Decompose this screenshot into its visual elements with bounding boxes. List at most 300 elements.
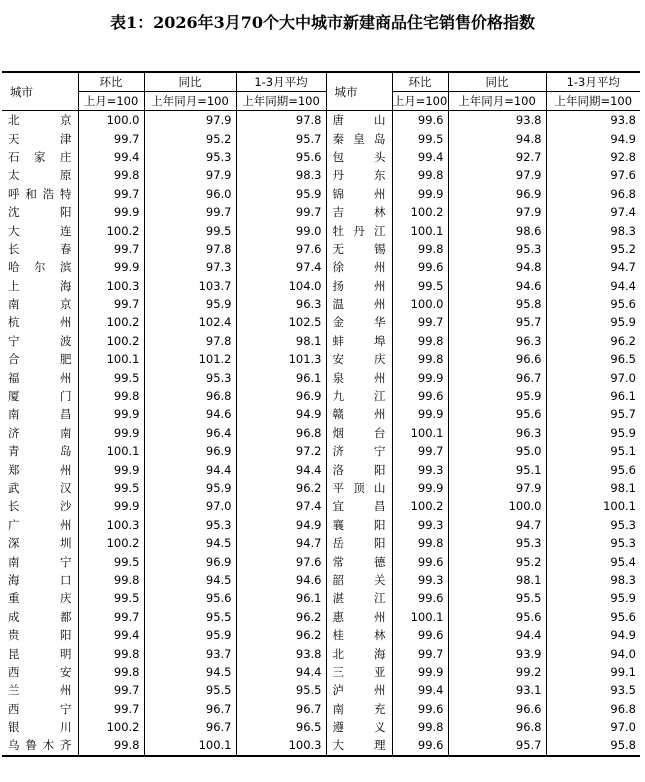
cell-yoy-left: 97.3 xyxy=(144,258,236,276)
table-row xyxy=(2,700,640,718)
cell-city-left: 银 川 xyxy=(8,720,72,735)
cell-yoy-left: 93.7 xyxy=(144,644,236,662)
cell-mom-left: 100.1 xyxy=(78,350,144,368)
cell-yoy-right: 95.9 xyxy=(448,387,546,405)
cell-avg-right: 95.2 xyxy=(546,240,640,258)
cell-mom-left: 99.8 xyxy=(78,387,144,405)
cell-mom-left: 99.8 xyxy=(78,644,144,662)
cell-avg-right: 97.0 xyxy=(546,368,640,386)
cell-mom-right: 100.1 xyxy=(392,221,448,239)
cell-yoy-left: 95.9 xyxy=(144,626,236,644)
cell-yoy-left: 95.6 xyxy=(144,589,236,607)
cell-avg-left: 95.6 xyxy=(236,148,326,166)
cell-mom-right: 99.3 xyxy=(392,460,448,478)
table-row xyxy=(2,663,640,681)
header-city-left: 城市 xyxy=(2,72,78,111)
cell-mom-left: 100.3 xyxy=(78,516,144,534)
cell-yoy-left: 102.4 xyxy=(144,313,236,331)
cell-mom-left: 99.7 xyxy=(78,185,144,203)
cell-avg-left: 94.9 xyxy=(236,405,326,423)
cell-yoy-right: 97.9 xyxy=(448,203,546,221)
cell-mom-right: 99.7 xyxy=(392,313,448,331)
cell-yoy-left: 95.9 xyxy=(144,479,236,497)
cell-avg-left: 97.6 xyxy=(236,552,326,570)
cell-mom-right: 99.6 xyxy=(392,736,448,755)
table-row xyxy=(2,552,640,570)
cell-city-left: 西 宁 xyxy=(8,701,72,716)
header-avg-base-right: 上年同期=100 xyxy=(546,92,640,111)
cell-avg-left: 95.9 xyxy=(236,185,326,203)
table-row xyxy=(2,221,640,239)
table-row xyxy=(2,442,640,460)
cell-yoy-right: 97.9 xyxy=(448,479,546,497)
cell-avg-right: 94.0 xyxy=(546,644,640,662)
cell-yoy-left: 99.5 xyxy=(144,221,236,239)
cell-city-right: 宜 昌 xyxy=(326,497,392,515)
cell-avg-left: 96.1 xyxy=(236,589,326,607)
cell-avg-right: 94.4 xyxy=(546,277,640,295)
cell-city-left: 上 海 xyxy=(8,278,72,293)
cell-yoy-right: 93.9 xyxy=(448,644,546,662)
cell-mom-right: 100.1 xyxy=(392,608,448,626)
cell-mom-left: 99.7 xyxy=(78,700,144,718)
cell-yoy-right: 100.0 xyxy=(448,497,546,515)
cell-city-right: 泉 州 xyxy=(326,368,392,386)
table-row xyxy=(2,479,640,497)
cell-mom-right: 99.6 xyxy=(392,258,448,276)
cell-city-left: 重 庆 xyxy=(8,591,72,606)
cell-yoy-left: 101.2 xyxy=(144,350,236,368)
cell-mom-right: 100.2 xyxy=(392,203,448,221)
cell-city-left: 南 京 xyxy=(8,297,72,312)
cell-avg-left: 102.5 xyxy=(236,313,326,331)
cell-mom-left: 99.8 xyxy=(78,736,144,755)
cell-yoy-right: 96.3 xyxy=(448,332,546,350)
cell-mom-left: 99.9 xyxy=(78,258,144,276)
cell-city-right: 蚌 埠 xyxy=(326,332,392,350)
table-row xyxy=(2,277,640,295)
cell-avg-right: 95.6 xyxy=(546,460,640,478)
cell-mom-left: 99.9 xyxy=(78,497,144,515)
cell-avg-right: 95.9 xyxy=(546,313,640,331)
cell-mom-left: 99.9 xyxy=(78,460,144,478)
cell-avg-left: 93.8 xyxy=(236,644,326,662)
cell-avg-right: 93.8 xyxy=(546,111,640,130)
cell-avg-left: 96.2 xyxy=(236,479,326,497)
cell-mom-left: 100.2 xyxy=(78,718,144,736)
cell-avg-left: 96.9 xyxy=(236,387,326,405)
cell-yoy-left: 95.2 xyxy=(144,129,236,147)
table-row xyxy=(2,626,640,644)
cell-city-right: 金 华 xyxy=(326,313,392,331)
cell-avg-right: 98.1 xyxy=(546,479,640,497)
cell-avg-left: 99.0 xyxy=(236,221,326,239)
cell-yoy-right: 95.1 xyxy=(448,460,546,478)
cell-city-left: 成 都 xyxy=(8,609,72,624)
cell-mom-right: 99.7 xyxy=(392,644,448,662)
table-row xyxy=(2,681,640,699)
cell-city-left: 广 州 xyxy=(8,517,72,532)
cell-yoy-right: 92.7 xyxy=(448,148,546,166)
cell-mom-right: 99.9 xyxy=(392,663,448,681)
cell-yoy-right: 96.8 xyxy=(448,718,546,736)
cell-city-left: 厦 门 xyxy=(8,389,72,404)
cell-yoy-right: 95.3 xyxy=(448,240,546,258)
cell-mom-left: 99.7 xyxy=(78,240,144,258)
cell-city-right: 九 江 xyxy=(326,387,392,405)
header-yoy-base-left: 上年同月=100 xyxy=(144,92,236,111)
cell-mom-left: 99.8 xyxy=(78,571,144,589)
cell-mom-right: 100.0 xyxy=(392,295,448,313)
cell-yoy-left: 96.8 xyxy=(144,387,236,405)
cell-mom-right: 99.8 xyxy=(392,240,448,258)
cell-mom-left: 99.8 xyxy=(78,663,144,681)
cell-avg-right: 95.9 xyxy=(546,424,640,442)
cell-city-right: 三 亚 xyxy=(326,663,392,681)
cell-mom-right: 100.2 xyxy=(392,497,448,515)
table-row xyxy=(2,350,640,368)
cell-avg-left: 97.6 xyxy=(236,240,326,258)
cell-city-left: 长 沙 xyxy=(8,499,72,514)
cell-mom-left: 99.9 xyxy=(78,203,144,221)
cell-yoy-left: 95.5 xyxy=(144,608,236,626)
cell-mom-left: 99.9 xyxy=(78,405,144,423)
cell-avg-right: 95.4 xyxy=(546,552,640,570)
cell-yoy-right: 95.0 xyxy=(448,442,546,460)
cell-yoy-left: 96.7 xyxy=(144,718,236,736)
cell-avg-right: 95.6 xyxy=(546,295,640,313)
cell-avg-right: 94.9 xyxy=(546,129,640,147)
cell-avg-right: 98.3 xyxy=(546,221,640,239)
table-row xyxy=(2,405,640,423)
cell-avg-left: 96.8 xyxy=(236,424,326,442)
cell-avg-right: 97.6 xyxy=(546,166,640,184)
cell-mom-right: 99.7 xyxy=(392,442,448,460)
cell-yoy-right: 95.6 xyxy=(448,405,546,423)
cell-yoy-right: 95.8 xyxy=(448,295,546,313)
cell-avg-right: 97.0 xyxy=(546,718,640,736)
cell-mom-right: 99.9 xyxy=(392,185,448,203)
cell-mom-right: 99.6 xyxy=(392,387,448,405)
cell-yoy-right: 97.9 xyxy=(448,166,546,184)
cell-mom-left: 99.7 xyxy=(78,608,144,626)
cell-city-left: 沈 阳 xyxy=(8,205,72,220)
cell-city-left: 呼和浩特 xyxy=(8,186,72,201)
cell-city-left: 长 春 xyxy=(8,241,72,256)
cell-city-left: 武 汉 xyxy=(8,481,72,495)
cell-yoy-left: 94.6 xyxy=(144,405,236,423)
cell-yoy-left: 96.9 xyxy=(144,552,236,570)
cell-mom-right: 99.9 xyxy=(392,405,448,423)
cell-yoy-left: 94.5 xyxy=(144,534,236,552)
cell-city-left: 海 口 xyxy=(8,572,72,587)
cell-avg-right: 96.8 xyxy=(546,185,640,203)
table-row xyxy=(2,258,640,276)
cell-city-right: 湛 江 xyxy=(326,589,392,607)
cell-mom-right: 99.3 xyxy=(392,571,448,589)
cell-city-right: 桂 林 xyxy=(326,626,392,644)
cell-city-right: 岳 阳 xyxy=(326,534,392,552)
table-row xyxy=(2,608,640,626)
cell-city-right: 泸 州 xyxy=(326,681,392,699)
cell-city-right: 徐 州 xyxy=(326,258,392,276)
cell-mom-left: 99.5 xyxy=(78,479,144,497)
cell-avg-left: 97.8 xyxy=(236,111,326,130)
table-body xyxy=(2,111,640,756)
cell-yoy-left: 97.9 xyxy=(144,111,236,130)
cell-yoy-left: 95.3 xyxy=(144,516,236,534)
cell-city-right: 烟 台 xyxy=(326,424,392,442)
cell-yoy-left: 94.5 xyxy=(144,663,236,681)
header-mom-base-left: 上月=100 xyxy=(78,92,144,111)
cell-avg-right: 96.1 xyxy=(546,387,640,405)
cell-yoy-right: 99.2 xyxy=(448,663,546,681)
cell-avg-right: 96.5 xyxy=(546,350,640,368)
cell-mom-right: 99.6 xyxy=(392,700,448,718)
cell-city-left: 宁 波 xyxy=(8,333,72,348)
cell-avg-left: 100.3 xyxy=(236,736,326,755)
cell-city-left: 大 连 xyxy=(8,223,72,238)
table-row xyxy=(2,736,640,755)
cell-avg-right: 97.4 xyxy=(546,203,640,221)
cell-city-right: 大 理 xyxy=(326,736,392,755)
cell-avg-right: 99.1 xyxy=(546,663,640,681)
cell-yoy-left: 94.5 xyxy=(144,571,236,589)
cell-city-right: 锦 州 xyxy=(326,185,392,203)
table-row xyxy=(2,718,640,736)
cell-mom-left: 100.2 xyxy=(78,332,144,350)
cell-avg-right: 96.8 xyxy=(546,700,640,718)
table-row xyxy=(2,571,640,589)
cell-avg-left: 101.3 xyxy=(236,350,326,368)
cell-mom-right: 99.4 xyxy=(392,681,448,699)
cell-avg-left: 95.5 xyxy=(236,681,326,699)
cell-avg-right: 95.3 xyxy=(546,534,640,552)
cell-mom-left: 99.7 xyxy=(78,295,144,313)
cell-mom-left: 99.5 xyxy=(78,589,144,607)
header-city-right: 城市 xyxy=(326,72,392,111)
table-row xyxy=(2,313,640,331)
cell-mom-right: 99.6 xyxy=(392,552,448,570)
cell-mom-right: 99.8 xyxy=(392,718,448,736)
cell-avg-left: 98.1 xyxy=(236,332,326,350)
cell-mom-left: 99.9 xyxy=(78,424,144,442)
cell-city-left: 福 州 xyxy=(8,370,72,385)
cell-yoy-right: 98.1 xyxy=(448,571,546,589)
cell-avg-right: 98.3 xyxy=(546,571,640,589)
table-row xyxy=(2,203,640,221)
cell-avg-left: 94.6 xyxy=(236,571,326,589)
cell-yoy-right: 93.1 xyxy=(448,681,546,699)
cell-avg-left: 96.5 xyxy=(236,718,326,736)
table-row xyxy=(2,387,640,405)
cell-avg-left: 94.4 xyxy=(236,460,326,478)
cell-city-right: 洛 阳 xyxy=(326,460,392,478)
cell-city-right: 丹 东 xyxy=(326,166,392,184)
cell-city-right: 北 海 xyxy=(326,644,392,662)
cell-mom-left: 99.5 xyxy=(78,368,144,386)
cell-mom-left: 100.0 xyxy=(78,111,144,130)
cell-avg-left: 97.4 xyxy=(236,497,326,515)
cell-avg-right: 95.3 xyxy=(546,516,640,534)
cell-mom-left: 99.4 xyxy=(78,148,144,166)
cell-avg-right: 92.8 xyxy=(546,148,640,166)
cell-yoy-left: 96.0 xyxy=(144,185,236,203)
cell-mom-left: 100.2 xyxy=(78,534,144,552)
cell-city-right: 遵 义 xyxy=(326,718,392,736)
cell-city-left: 北 京 xyxy=(8,113,72,128)
cell-yoy-left: 96.9 xyxy=(144,442,236,460)
cell-city-right: 安 庆 xyxy=(326,350,392,368)
cell-yoy-right: 95.7 xyxy=(448,736,546,755)
table-row xyxy=(2,589,640,607)
cell-avg-left: 94.7 xyxy=(236,534,326,552)
cell-mom-left: 99.7 xyxy=(78,129,144,147)
cell-city-left: 杭 州 xyxy=(8,315,72,330)
table-row xyxy=(2,240,640,258)
cell-avg-left: 94.4 xyxy=(236,663,326,681)
cell-city-left: 郑 州 xyxy=(8,462,72,477)
table-row xyxy=(2,166,640,184)
cell-mom-right: 99.6 xyxy=(392,589,448,607)
cell-mom-right: 99.8 xyxy=(392,332,448,350)
cell-mom-right: 99.5 xyxy=(392,129,448,147)
cell-yoy-right: 94.8 xyxy=(448,129,546,147)
cell-avg-left: 97.4 xyxy=(236,258,326,276)
cell-yoy-left: 95.5 xyxy=(144,681,236,699)
cell-yoy-right: 94.4 xyxy=(448,626,546,644)
cell-mom-right: 99.5 xyxy=(392,277,448,295)
table-row xyxy=(2,516,640,534)
cell-mom-right: 99.3 xyxy=(392,516,448,534)
table-row xyxy=(2,368,640,386)
cell-yoy-right: 95.3 xyxy=(448,534,546,552)
table-row xyxy=(2,332,640,350)
table-title: 表1：2026年3月70个大中城市新建商品住宅销售价格指数 xyxy=(109,13,536,32)
price-index-table xyxy=(2,71,640,757)
cell-avg-left: 94.9 xyxy=(236,516,326,534)
cell-yoy-left: 97.8 xyxy=(144,332,236,350)
header-avg-left: 1-3月平均 xyxy=(236,72,326,92)
cell-avg-left: 104.0 xyxy=(236,277,326,295)
header-mom-base-right: 上月=100 xyxy=(392,92,448,111)
table-row xyxy=(2,111,640,130)
cell-yoy-left: 100.1 xyxy=(144,736,236,755)
cell-city-left: 济 南 xyxy=(8,425,72,440)
cell-city-left: 石家庄 xyxy=(8,149,72,164)
cell-mom-left: 100.3 xyxy=(78,277,144,295)
cell-city-right: 赣 州 xyxy=(326,405,392,423)
cell-city-left: 青 岛 xyxy=(8,444,72,459)
cell-avg-right: 95.9 xyxy=(546,589,640,607)
cell-city-left: 昆 明 xyxy=(8,646,72,661)
cell-yoy-left: 96.4 xyxy=(144,424,236,442)
cell-yoy-right: 96.6 xyxy=(448,350,546,368)
table-row xyxy=(2,148,640,166)
cell-city-right: 牡丹江 xyxy=(326,221,392,239)
cell-city-right: 吉 林 xyxy=(326,203,392,221)
cell-city-left: 乌鲁木齐 xyxy=(2,736,78,755)
cell-yoy-right: 95.7 xyxy=(448,313,546,331)
cell-yoy-left: 99.7 xyxy=(144,203,236,221)
cell-avg-right: 94.7 xyxy=(546,258,640,276)
cell-mom-left: 99.7 xyxy=(78,681,144,699)
header-mom-left: 环比 xyxy=(78,72,144,92)
cell-mom-right: 99.6 xyxy=(392,111,448,130)
table-row xyxy=(2,497,640,515)
cell-city-right: 韶 关 xyxy=(326,571,392,589)
cell-avg-right: 95.6 xyxy=(546,608,640,626)
cell-avg-left: 95.7 xyxy=(236,129,326,147)
cell-yoy-left: 95.3 xyxy=(144,368,236,386)
cell-yoy-left: 94.4 xyxy=(144,460,236,478)
cell-yoy-right: 94.8 xyxy=(448,258,546,276)
cell-mom-left: 100.2 xyxy=(78,221,144,239)
cell-yoy-right: 96.6 xyxy=(448,700,546,718)
cell-yoy-left: 95.3 xyxy=(144,148,236,166)
cell-city-left: 合 肥 xyxy=(8,352,72,367)
table-row xyxy=(2,460,640,478)
table-row xyxy=(2,185,640,203)
cell-city-right: 惠 州 xyxy=(326,608,392,626)
cell-yoy-right: 93.8 xyxy=(448,111,546,130)
cell-mom-left: 99.4 xyxy=(78,626,144,644)
cell-yoy-left: 96.7 xyxy=(144,700,236,718)
cell-city-right: 扬 州 xyxy=(326,277,392,295)
cell-avg-left: 96.2 xyxy=(236,626,326,644)
cell-mom-left: 99.5 xyxy=(78,552,144,570)
cell-yoy-right: 96.7 xyxy=(448,368,546,386)
cell-yoy-left: 97.8 xyxy=(144,240,236,258)
cell-city-right: 济 宁 xyxy=(326,442,392,460)
header-mom-right: 环比 xyxy=(392,72,448,92)
cell-city-right: 温 州 xyxy=(326,295,392,313)
cell-mom-right: 100.1 xyxy=(392,424,448,442)
cell-city-right: 包 头 xyxy=(326,148,392,166)
header-yoy-right: 同比 xyxy=(448,72,546,92)
cell-avg-left: 96.7 xyxy=(236,700,326,718)
cell-mom-right: 99.8 xyxy=(392,166,448,184)
cell-city-left: 太 原 xyxy=(8,168,72,183)
cell-avg-right: 95.8 xyxy=(546,736,640,755)
cell-yoy-right: 95.5 xyxy=(448,589,546,607)
cell-mom-right: 99.8 xyxy=(392,350,448,368)
cell-avg-right: 93.5 xyxy=(546,681,640,699)
cell-yoy-left: 95.9 xyxy=(144,295,236,313)
table-row xyxy=(2,129,640,147)
cell-city-right: 南 充 xyxy=(326,700,392,718)
cell-avg-left: 96.3 xyxy=(236,295,326,313)
cell-city-right: 襄 阳 xyxy=(326,516,392,534)
cell-city-left: 天 津 xyxy=(8,131,72,146)
cell-yoy-left: 103.7 xyxy=(144,277,236,295)
cell-city-left: 深 圳 xyxy=(8,536,72,551)
header-yoy-base-right: 上年同月=100 xyxy=(448,92,546,111)
cell-city-left: 贵 阳 xyxy=(8,628,72,643)
cell-city-left: 西 安 xyxy=(8,664,72,679)
cell-avg-right: 94.9 xyxy=(546,626,640,644)
cell-mom-left: 100.2 xyxy=(78,313,144,331)
cell-mom-right: 99.4 xyxy=(392,148,448,166)
cell-avg-left: 96.2 xyxy=(236,608,326,626)
cell-mom-left: 100.1 xyxy=(78,442,144,460)
table-row xyxy=(2,644,640,662)
table-row xyxy=(2,534,640,552)
cell-avg-right: 96.2 xyxy=(546,332,640,350)
cell-mom-right: 99.9 xyxy=(392,368,448,386)
cell-city-left: 南 昌 xyxy=(8,407,72,422)
table-row xyxy=(2,424,640,442)
